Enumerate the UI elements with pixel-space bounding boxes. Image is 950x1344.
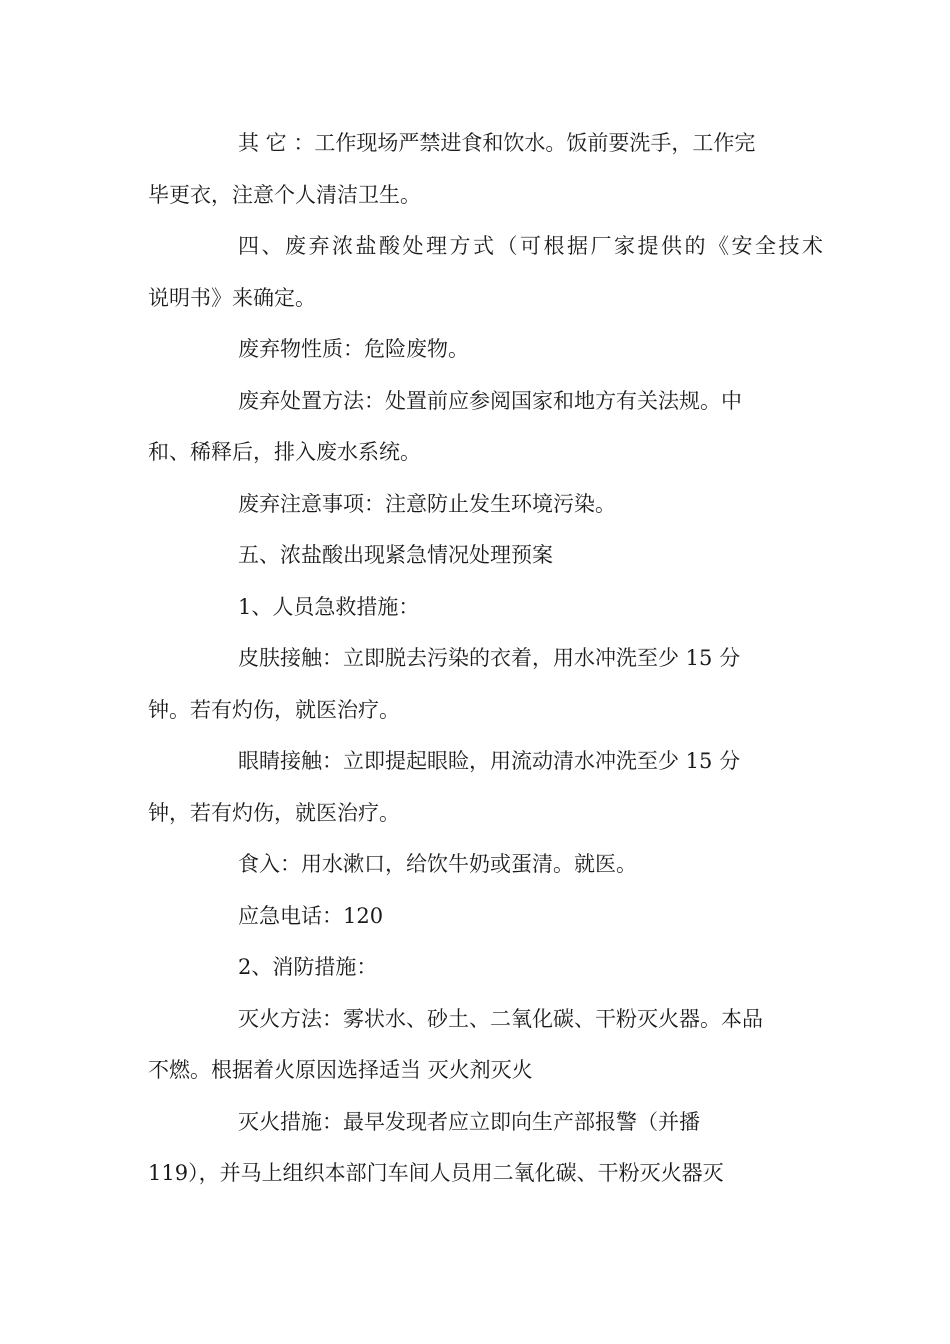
- text-line: 说明书》来确定。: [148, 285, 316, 310]
- text-line: 其 它 ：工作现场严禁进食和饮水。饭前要洗手，工作完: [238, 131, 756, 155]
- text-line: 119），并马上组织本部门车间人员用二氧化碳、干粉灭火器灭: [148, 1161, 724, 1185]
- paragraph-eye-contact: [148, 736, 798, 839]
- text-line: 五、浓盐酸出现紧急情况处理预案: [238, 543, 553, 567]
- text-line: 废弃注意事项：注意防止发生环境污染。: [238, 491, 616, 516]
- text-line: 皮肤接触：立即脱去污染的衣着，用水冲洗至少 15 分: [238, 646, 741, 670]
- paragraph-other-hygiene: [148, 118, 798, 221]
- paragraph-extinguish-method: [148, 994, 798, 1097]
- text-line: 2、消防措施：: [238, 955, 378, 979]
- paragraph-ingestion: [148, 839, 798, 891]
- text-line: 食入：用水漱口，给饮牛奶或蛋清。就医。: [238, 852, 637, 876]
- text-line: 灭火措施：最早发现者应立即向生产部报警（并播: [238, 1109, 700, 1134]
- paragraph-waste-method: [148, 376, 798, 479]
- text-line: 1、人员急救措施：: [238, 594, 420, 619]
- text-line: 四、废弃浓盐酸处理方式（可根据厂家提供的《安全技术: [238, 234, 826, 258]
- text-line: 和、稀释后，排入废水系统。: [148, 440, 421, 464]
- paragraph-waste-nature: [148, 324, 798, 376]
- paragraph-extinguish-measures: [148, 1097, 798, 1200]
- text-line: 钟。若有灼伤，就医治疗。: [148, 697, 400, 722]
- text-line: 应急电话：120: [238, 903, 384, 928]
- section-heading-waste-disposal: [148, 221, 826, 324]
- text-line: 毕更衣，注意个人清洁卫生。: [148, 182, 421, 207]
- section-heading-emergency-plan: [148, 530, 798, 582]
- paragraph-waste-notes: [148, 479, 798, 531]
- subheading-first-aid: [148, 582, 798, 634]
- text-line: 废弃物性质：危险废物。: [238, 337, 469, 361]
- text-line: 眼睛接触：立即提起眼睑，用流动清水冲洗至少 15 分: [238, 749, 741, 773]
- paragraph-skin-contact: [148, 633, 798, 736]
- paragraph-emergency-phone: [148, 891, 798, 943]
- document-body: [148, 118, 826, 1200]
- text-line: 钟，若有灼伤，就医治疗。: [148, 800, 400, 825]
- text-line: 灭火方法：雾状水、砂土、二氧化碳、干粉灭火器。本品: [238, 1006, 763, 1031]
- text-line: 不燃。根据着火原因选择适当 灭火剂灭火: [148, 1058, 533, 1082]
- text-line: 废弃处置方法：处置前应参阅国家和地方有关法规。中: [238, 388, 742, 413]
- subheading-fire-fighting: [148, 942, 798, 994]
